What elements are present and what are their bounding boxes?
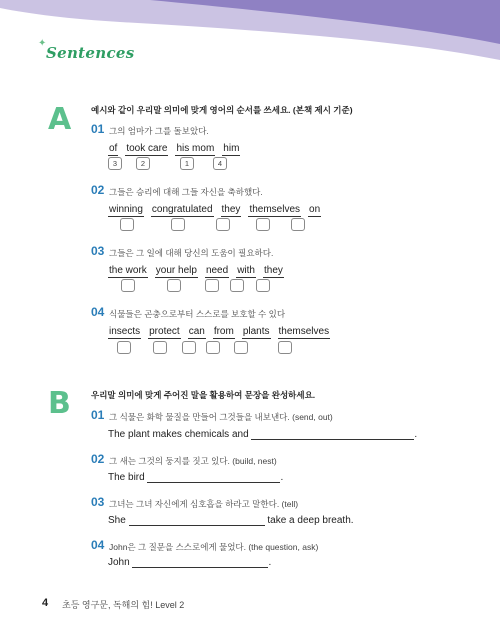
a-q2-word: winning [109,204,143,215]
a-q4-answer-box[interactable] [206,341,220,354]
a-q1-word: of [109,143,118,154]
a-q3-answer-box[interactable] [167,279,181,292]
b-q2-prefix: The bird [108,472,145,483]
a-q1-word: took care [126,143,168,154]
a-q2-number: 02 [91,183,105,197]
section-a-letter: A [48,102,72,137]
a-q4-number: 04 [91,305,105,319]
b-q4-number: 04 [91,538,105,552]
a-q1-answer-box[interactable]: 4 [213,157,227,170]
a-q2-word: they [221,204,241,215]
b-q1-suffix: . [414,429,418,440]
a-q4-word: from [213,326,234,337]
a-q4-word: can [188,326,205,337]
b-q1-number: 01 [91,408,105,422]
a-q1-answer-box[interactable]: 3 [108,157,122,170]
b-q4-blank[interactable] [132,558,268,568]
a-q2-word: themselves [249,204,301,215]
page-number: 4 [42,597,49,609]
b-q3-prefix: She [108,515,126,526]
a-q3-word: your help [155,265,197,276]
a-q3-words [108,265,284,278]
sparkle-icon: ✦ [38,38,47,49]
a-q3-korean: 그들은 그 일에 대해 당신의 도움이 필요하다. [109,248,274,258]
b-q2-number: 02 [91,452,105,466]
a-q4-answer-box[interactable] [117,341,131,354]
a-q3-answer-box[interactable] [121,279,135,292]
a-q3-number: 03 [91,244,105,258]
a-q4-words [108,326,330,339]
a-q3-answer-box[interactable] [256,279,270,292]
a-q4-word: plants [242,326,270,337]
b-q2-suffix: . [280,472,284,483]
section-b-instruction: 우리말 의미에 맞게 주어진 말을 활용하여 문장을 완성하세요. [91,390,316,400]
a-q2-korean: 그들은 승리에 대해 그들 자신을 축하했다. [109,187,263,197]
b-q2-sentence [108,472,283,483]
b-q4-prefix: John [108,557,130,568]
a-q3-answer-box[interactable] [230,279,244,292]
b-q4-sentence [108,557,271,568]
a-q2-answer-box[interactable] [291,218,305,231]
b-q3-korean: 그녀는 그녀 자신에게 심호흡을 하라고 말한다. (tell) [109,499,299,509]
b-q3-number: 03 [91,495,105,509]
a-q4-answer-box[interactable] [278,341,292,354]
b-q3-blank[interactable] [129,516,265,526]
a-q2-words [108,204,321,217]
b-q4-suffix: . [268,557,272,568]
a-q1-number: 01 [91,122,105,136]
a-q3-answer-box[interactable] [205,279,219,292]
a-q3-word: the work [109,265,147,276]
a-q1-words [108,143,240,156]
a-q4-answer-box[interactable] [182,341,196,354]
b-q2-korean: 그 새는 그것의 둥지를 짓고 있다. (build, nest) [109,456,277,466]
section-a-instruction: 예시와 같이 우리말 의미에 맞게 영어의 순서를 쓰세요. (본책 제시 기준) [91,105,353,115]
section-b-letter: B [48,386,71,421]
a-q2-word: congratulated [151,204,213,215]
a-q2-answer-box[interactable] [216,218,230,231]
a-q2-answer-box[interactable] [256,218,270,231]
a-q2-word: on [309,204,321,215]
b-q1-korean: 그 식물은 화학 물질을 만들어 그것들을 내보낸다. (send, out) [109,412,333,422]
b-q1-prefix: The plant makes chemicals and [108,429,249,440]
a-q4-word: protect [149,326,180,337]
a-q2-answer-box[interactable] [120,218,134,231]
b-q3-sentence [108,515,354,526]
a-q1-answer-box[interactable]: 1 [180,157,194,170]
a-q4-word: themselves [278,326,330,337]
a-q1-answer-box[interactable]: 2 [136,157,150,170]
a-q4-korean: 식물들은 곤충으로부터 스스로를 보호할 수 있다 [109,309,286,319]
b-q1-blank[interactable] [251,430,414,440]
a-q2-answer-box[interactable] [171,218,185,231]
b-q4-korean: John은 그 질문을 스스로에게 물었다. (the question, ask) [109,542,319,552]
a-q3-word: need [205,265,229,276]
a-q4-answer-box[interactable] [153,341,167,354]
page-title: Sentences [46,44,135,62]
b-q3-suffix: take a deep breath. [267,515,354,526]
b-q2-blank[interactable] [147,473,280,483]
b-q1-sentence [108,429,417,440]
a-q4-word: insects [109,326,141,337]
a-q1-korean: 그의 엄마가 그를 돌보았다. [109,126,209,136]
a-q1-word: him [223,143,240,154]
a-q1-word: his mom [176,143,215,154]
book-title: 초등 영구문, 독해의 힘! Level 2 [62,600,185,610]
a-q3-word: they [263,265,283,276]
a-q4-answer-box[interactable] [234,341,248,354]
a-q3-word: with [237,265,255,276]
